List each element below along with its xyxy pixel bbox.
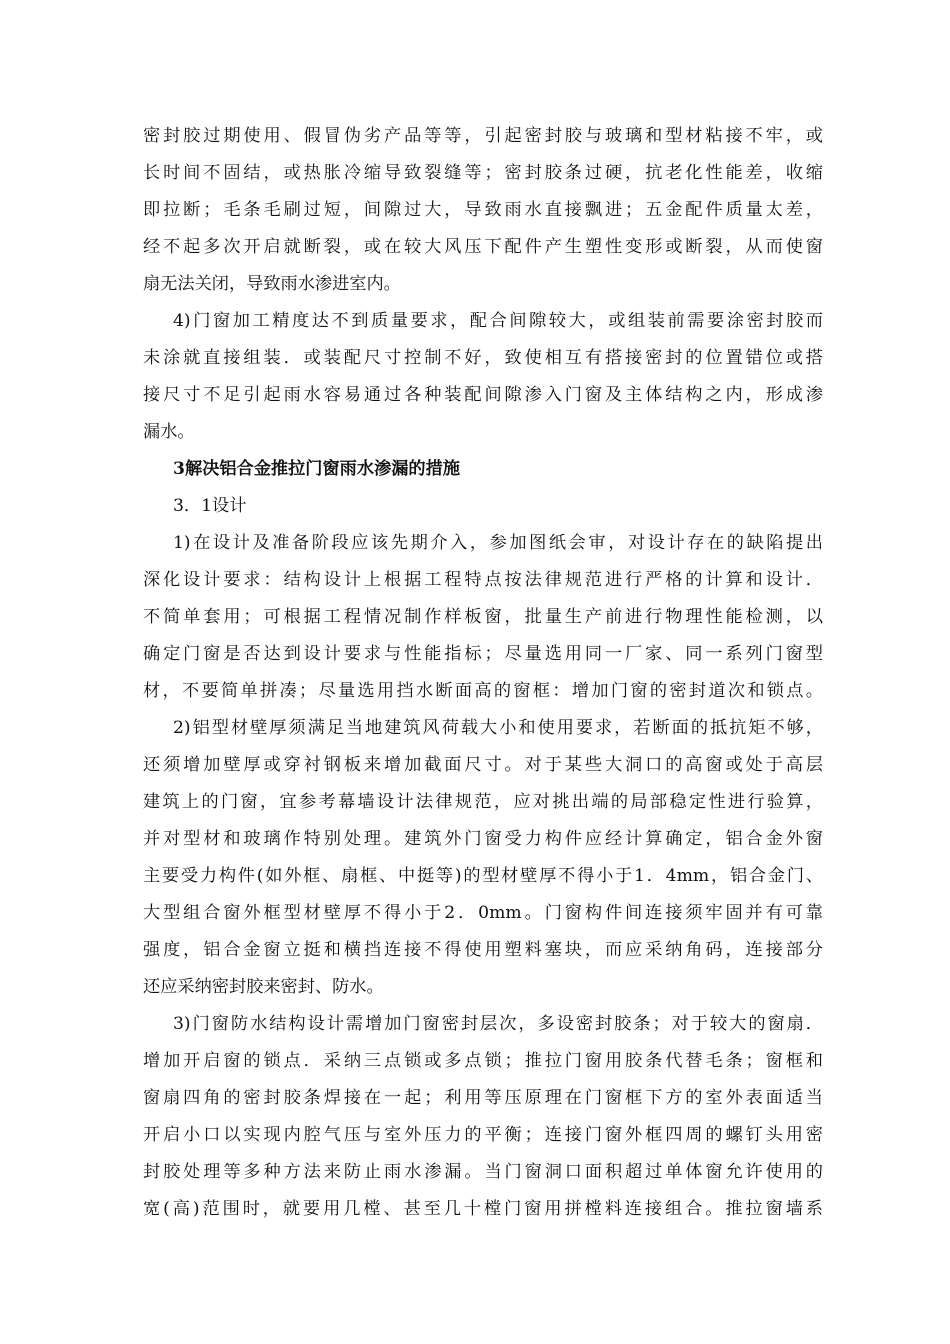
paragraph-line: 4)门窗加工精度达不到质量要求，配合间隙较大，或组装前需要涂密封胶而 bbox=[173, 311, 823, 331]
paragraph-line: 密封胶过期使用、假冒伪劣产品等等，引起密封胶与玻璃和型材粘接不牢，或 bbox=[143, 126, 823, 146]
paragraph-line: 开启小口以实现内腔气压与室外压力的平衡；连接门窗外框四周的螺钉头用密 bbox=[143, 1125, 823, 1145]
paragraph-line: 还须增加壁厚或穿衬钢板来增加截面尺寸。对于某些大洞口的高窗或处于高层 bbox=[143, 755, 823, 775]
paragraph-line: 封胶处理等多种方法来防止雨水渗漏。当门窗洞口面积超过单体窗允许使用的 bbox=[143, 1162, 823, 1182]
paragraph-line: 2)铝型材壁厚须满足当地建筑风荷载大小和使用要求，若断面的抵抗矩不够， bbox=[173, 718, 823, 738]
paragraph-line: 还应采纳密封胶来密封、防水。 bbox=[143, 977, 384, 997]
document-body bbox=[143, 118, 823, 1228]
paragraph-line: 漏水。 bbox=[143, 422, 195, 442]
paragraph-line: 即拉断；毛条毛刷过短，间隙过大，导致雨水直接飘进；五金配件质量太差， bbox=[143, 200, 823, 220]
paragraph-line: 未涂就直接组装．或装配尺寸控制不好，致使相互有搭接密封的位置错位或搭 bbox=[143, 348, 823, 368]
paragraph-line: 不简单套用；可根据工程情况制作样板窗，批量生产前进行物理性能检测，以 bbox=[143, 607, 823, 627]
paragraph-line: 经不起多次开启就断裂，或在较大风压下配件产生塑性变形或断裂，从而使窗 bbox=[143, 237, 823, 257]
paragraph-line: 接尺寸不足引起雨水容易通过各种装配间隙渗入门窗及主体结构之内，形成渗 bbox=[143, 385, 823, 405]
paragraph-line: 增加开启窗的锁点．采纳三点锁或多点锁；推拉门窗用胶条代替毛条；窗框和 bbox=[143, 1051, 823, 1071]
paragraph-line: 建筑上的门窗，宜参考幕墙设计法律规范，应对挑出端的局部稳定性进行验算， bbox=[143, 792, 823, 812]
paragraph-line: 强度，铝合金窗立挺和横挡连接不得使用塑料塞块，而应采纳角码，连接部分 bbox=[143, 940, 823, 960]
section-heading: 3解决铝合金推拉门窗雨水渗漏的措施 bbox=[173, 459, 460, 479]
subsection-heading: 3．1设计 bbox=[173, 496, 247, 516]
paragraph-line: 1)在设计及准备阶段应该先期介入，参加图纸会审，对设计存在的缺陷提出 bbox=[173, 533, 823, 553]
paragraph-line: 长时间不固结，或热胀冷缩导致裂缝等；密封胶条过硬，抗老化性能差，收缩 bbox=[143, 163, 823, 183]
paragraph-line: 深化设计要求：结构设计上根据工程特点按法律规范进行严格的计算和设计． bbox=[143, 570, 823, 590]
paragraph-line: 扇无法关闭，导致雨水渗进室内。 bbox=[143, 274, 401, 294]
paragraph-line: 并对型材和玻璃作特别处理。建筑外门窗受力构件应经计算确定，铝合金外窗 bbox=[143, 829, 823, 849]
paragraph-line: 大型组合窗外框型材壁厚不得小于2．0mm。门窗构件间连接须牢固并有可靠 bbox=[143, 903, 823, 923]
paragraph-line: 主要受力构件(如外框、扇框、中挺等)的型材壁厚不得小于1．4mm，铝合金门、 bbox=[143, 866, 823, 886]
paragraph-line: 宽(高)范围时，就要用几樘、甚至几十樘门窗用拼樘料连接组合。推拉窗墙系 bbox=[143, 1199, 823, 1219]
paragraph-line: 窗扇四角的密封胶条焊接在一起；利用等压原理在门窗框下方的室外表面适当 bbox=[143, 1088, 823, 1108]
paragraph-line: 确定门窗是否达到设计要求与性能指标；尽量选用同一厂家、同一系列门窗型 bbox=[143, 644, 823, 664]
paragraph-line: 材，不要简单拼凑；尽量选用挡水断面高的窗框：增加门窗的密封道次和锁点。 bbox=[143, 681, 823, 701]
paragraph-line: 3)门窗防水结构设计需增加门窗密封层次，多设密封胶条；对于较大的窗扇． bbox=[173, 1014, 823, 1034]
